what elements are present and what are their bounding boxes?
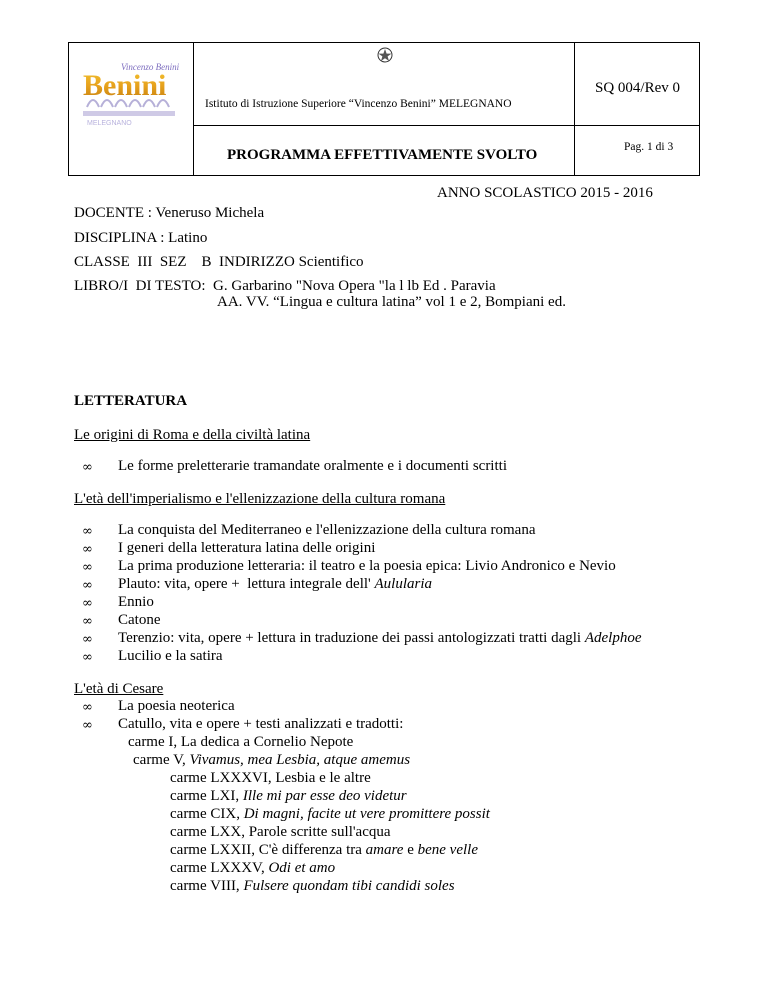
header-divider bbox=[574, 43, 575, 175]
list-item: I generi della letteratura latina delle origini bbox=[118, 540, 376, 556]
poem-entry bbox=[170, 878, 455, 895]
bullet-icon: ∞ bbox=[82, 596, 93, 611]
bullet-icon: ∞ bbox=[82, 524, 93, 539]
topic-title: L'età di Cesare bbox=[74, 681, 164, 697]
poem-entry bbox=[170, 860, 335, 877]
poem-entry bbox=[170, 788, 407, 805]
poem-incipit: Di magni, facite ut vere promittere possit bbox=[243, 806, 490, 822]
poem-entry bbox=[170, 842, 478, 859]
bullet-icon: ∞ bbox=[82, 718, 93, 733]
school-logo bbox=[79, 55, 184, 127]
svg-text:Benini: Benini bbox=[83, 69, 167, 102]
list-item: La conquista del Mediterraneo e l'ellenizzazione della cultura romana bbox=[118, 522, 536, 538]
page-number: Pag. 1 di 3 bbox=[624, 141, 674, 153]
bullet-icon: ∞ bbox=[82, 578, 93, 593]
latin-term: amare bbox=[365, 842, 404, 858]
svg-text:MELEGNANO: MELEGNANO bbox=[87, 120, 132, 127]
bullet-icon: ∞ bbox=[82, 650, 93, 665]
poem-number: carme V, bbox=[133, 752, 190, 768]
list-item: La poesia neoterica bbox=[118, 698, 235, 714]
poem-number: carme CIX, bbox=[170, 806, 244, 822]
list-item: La prima produzione letteraria: il teatro e la poesia epica: Livio Andronico e Nevio bbox=[118, 558, 616, 574]
poem-incipit: Ille mi par esse deo videtur bbox=[242, 788, 407, 804]
section-title: LETTERATURA bbox=[74, 393, 188, 409]
topic-title: Le origini di Roma e della civiltà latina bbox=[74, 427, 311, 443]
document-header bbox=[68, 42, 700, 176]
bullet-icon: ∞ bbox=[82, 542, 93, 557]
bullet-icon: ∞ bbox=[82, 700, 93, 715]
poem-incipit: Vivamus, mea Lesbia, atque amemus bbox=[189, 752, 411, 768]
conjunction: e bbox=[403, 842, 418, 858]
list-item: Le forme preletterarie tramandate oralmente e i documenti scritti bbox=[118, 458, 507, 474]
list-item: Lucilio e la satira bbox=[118, 648, 223, 664]
poem-number: carme LXXII, C'è differenza tra bbox=[170, 842, 366, 858]
poem-number: carme VIII, bbox=[170, 878, 244, 894]
list-item bbox=[118, 630, 641, 647]
teacher: DOCENTE : Veneruso Michela bbox=[74, 205, 265, 221]
poem-number: carme LXXXV, bbox=[170, 860, 269, 876]
poem-incipit: Fulsere quondam tibi candidi soles bbox=[243, 878, 455, 894]
bullet-icon: ∞ bbox=[82, 560, 93, 575]
list-item: Catullo, vita e opere + testi analizzati e tradotti: bbox=[118, 716, 404, 732]
poem-incipit: Odi et amo bbox=[268, 860, 336, 876]
poem-entry: carme LXXXVI, Lesbia e le altre bbox=[170, 770, 371, 786]
work-title: Adelphoe bbox=[584, 630, 642, 646]
header-divider bbox=[193, 125, 699, 126]
bullet-icon: ∞ bbox=[82, 460, 93, 475]
list-item-text: Plauto: vita, opere + lettura integrale dell' bbox=[118, 576, 375, 592]
list-item bbox=[118, 576, 432, 593]
bullet-icon: ∞ bbox=[82, 632, 93, 647]
republic-emblem-icon bbox=[375, 45, 395, 65]
class: CLASSE III SEZ B INDIRIZZO Scientifico bbox=[74, 254, 364, 270]
textbook-2: AA. VV. “Lingua e cultura latina” vol 1 e 2, Bompiani ed. bbox=[217, 294, 566, 310]
bullet-icon: ∞ bbox=[82, 614, 93, 629]
list-item: Ennio bbox=[118, 594, 154, 610]
list-item: Catone bbox=[118, 612, 161, 628]
poem-entry bbox=[133, 752, 410, 769]
list-item-text: Terenzio: vita, opere + lettura in traduzione dei passi antologizzati tratti dagli bbox=[118, 630, 585, 646]
poem-number: carme LXI, bbox=[170, 788, 243, 804]
subject: DISCIPLINA : Latino bbox=[74, 230, 208, 246]
work-title: Aulularia bbox=[374, 576, 433, 592]
poem-entry: carme I, La dedica a Cornelio Nepote bbox=[128, 734, 354, 750]
latin-term: bene velle bbox=[417, 842, 478, 858]
poem-entry: carme LXX, Parole scritte sull'acqua bbox=[170, 824, 391, 840]
document-title: PROGRAMMA EFFETTIVAMENTE SVOLTO bbox=[227, 147, 538, 163]
institute-name: Istituto di Istruzione Superiore “Vincenzo Benini” MELEGNANO bbox=[205, 98, 512, 110]
header-divider bbox=[193, 43, 194, 175]
svg-text:Vincenzo Benini: Vincenzo Benini bbox=[121, 62, 180, 72]
textbook-1: LIBRO/I DI TESTO: G. Garbarino "Nova Opera "la l lb Ed . Paravia bbox=[74, 278, 496, 294]
document-code: SQ 004/Rev 0 bbox=[595, 80, 681, 96]
poem-entry bbox=[170, 806, 490, 823]
school-year: ANNO SCOLASTICO 2015 - 2016 bbox=[437, 185, 653, 201]
topic-title: L'età dell'imperialismo e l'ellenizzazione della cultura romana bbox=[74, 491, 446, 507]
